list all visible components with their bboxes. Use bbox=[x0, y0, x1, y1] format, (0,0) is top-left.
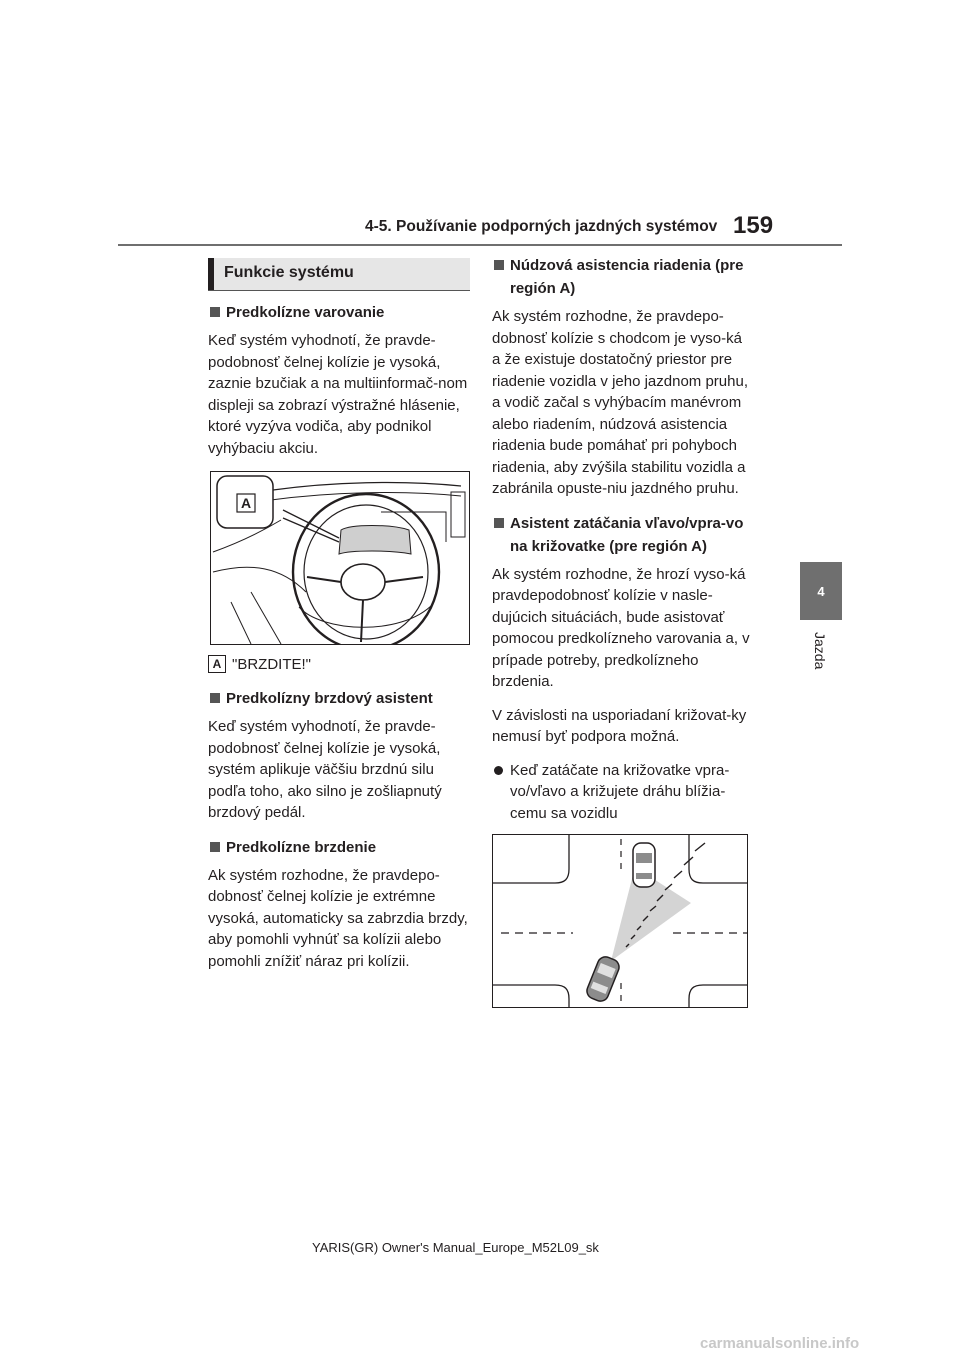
paragraph-pre-collision-braking: Ak systém rozhodne, že pravdepo-dobnosť čelnej kolízie je extrémne vysoká, automaticky sa zabrzdia brzdy, aby pomohli vyhnúť sa kolízii alebo pomohli znížiť náraz pri kolízii. bbox=[208, 866, 468, 970]
subhead-pre-collision-braking: Predkolízne brzdenie bbox=[208, 836, 470, 859]
caption-label-box: A bbox=[208, 655, 226, 673]
subhead-pre-collision-warning: Predkolízne varovanie bbox=[208, 301, 470, 324]
chapter-tab[interactable] bbox=[800, 562, 842, 620]
caption-text: "BRZDITE!" bbox=[232, 655, 311, 673]
paragraph-brake-assist: Keď systém vyhodnotí, že pravde-podobnosť čelnej kolízie je vysoká, systém aplikuje väčšiu brzdnú silu podľa toho, ako silno je zošliapnutý brzdový pedál. bbox=[208, 718, 442, 821]
section-heading: Funkcie systému bbox=[224, 264, 354, 281]
bullet-turning-crossing: Keď zatáčate na križovatke vpra-vo/vľavo a križujete dráhu blížia-cemu sa vozidlu bbox=[492, 760, 752, 825]
section-heading-box bbox=[208, 258, 470, 291]
intersection-drawing bbox=[493, 835, 747, 1007]
chapter-name: Jazda bbox=[812, 632, 828, 670]
dashboard-illustration bbox=[210, 471, 470, 645]
paragraph-intersection-turn-assist: Ak systém rozhodne, že hrozí vyso-ká pravdepodobnosť kolízie v nasle-dujúcich situáciách, bude asistovať pomocou predkolízneho varovania a, v prípade potreby, predkolízneho brzdenia. bbox=[492, 565, 750, 690]
header-section-title: 4-5. Používanie podporných jazdných systémov bbox=[365, 218, 718, 235]
page-number: 159 bbox=[733, 212, 774, 239]
paragraph-emergency-steering-assist: Ak systém rozhodne, že pravdepo-dobnosť kolízie s chodcom je vyso-ká a že existuje dostatočný priestor pre riadenie vozidla v jeho jazdnom pruhu, a vodič začal s vyhýbacím manévrom alebo riadením, núdzová asistencia riadenia bude pomáhať pri pohyboch riadenia, aby zvýšila stabilitu vozidla a zabránila opuste-niu jazdného pruhu. bbox=[492, 308, 748, 497]
header-divider bbox=[118, 244, 842, 246]
paragraph-intersection-note: V závislosti na usporiadaní križovat-ky nemusí byť podpora možná. bbox=[492, 706, 747, 745]
figure-caption bbox=[208, 655, 470, 673]
right-column bbox=[492, 254, 752, 1008]
left-column bbox=[208, 258, 470, 984]
chapter-number: 4 bbox=[817, 583, 825, 599]
paragraph-pre-collision-warning: Keď systém vyhodnotí, že pravde-podobnosť čelnej kolízie je vysoká, zaznie bzučiak a na multiinformač-nom displeji sa zobrazí výstražné hlásenie, ktoré vyzýva vodiča, aby podnikol vyhýbaciu akciu. bbox=[208, 332, 468, 457]
footer-manual-id: YARIS(GR) Owner's Manual_Europe_M52L09_sk bbox=[312, 1240, 599, 1255]
subhead-intersection-turn-assist: Asistent zatáčania vľavo/vpra-vo na križovatke (pre región A) bbox=[492, 512, 752, 558]
intersection-illustration bbox=[492, 834, 748, 1008]
subhead-brake-assist: Predkolízny brzdový asistent bbox=[208, 687, 470, 710]
dashboard-drawing bbox=[211, 472, 469, 644]
watermark: carmanualsonline.info bbox=[700, 1335, 860, 1352]
subhead-emergency-steering-assist: Núdzová asistencia riadenia (pre región A) bbox=[492, 254, 752, 300]
figure-callout-label: A bbox=[240, 495, 252, 511]
